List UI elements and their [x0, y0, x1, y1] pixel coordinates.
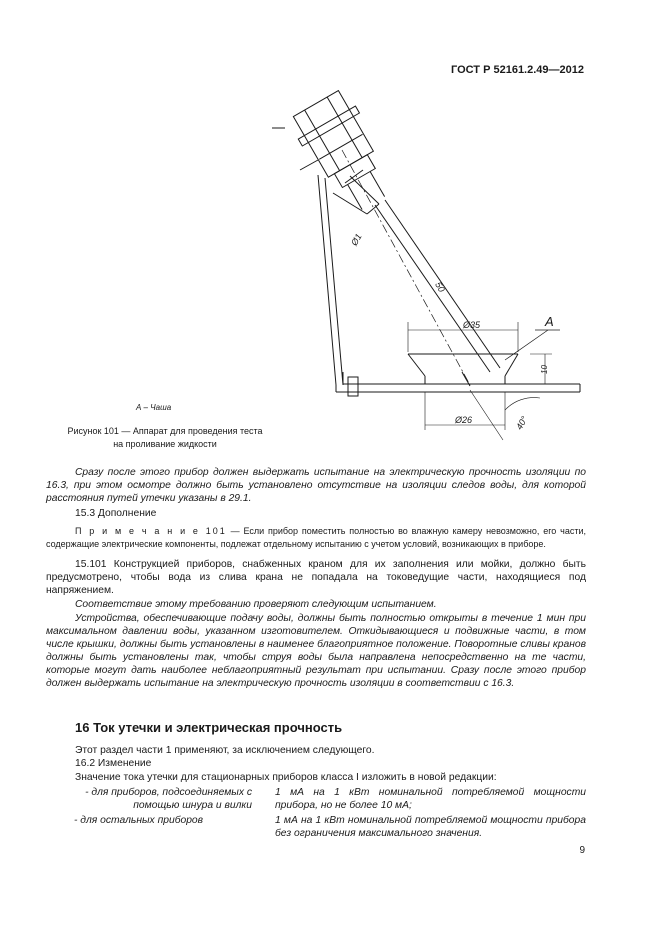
paragraph-applies: Этот раздел части 1 применяют, за исключением следующего.	[75, 745, 375, 756]
section-15-3: 15.3 Дополнение	[75, 508, 157, 519]
callout-leader	[505, 330, 548, 360]
figure-caption	[40, 425, 290, 451]
bowl	[408, 354, 518, 384]
callout-letter: A	[545, 314, 554, 329]
dim-diameter-bottom: Ø26	[455, 415, 473, 425]
note-text: — Если прибор поместить полностью во влажную камеру невозможно, его части, содержащие электрические компоненты, подлежат отдельному испытанию с учетом условий, возникающих в приборе.	[46, 526, 586, 549]
paragraph-15-101: 15.101 Конструкцией приборов, снабженных краном для их заполнения или мойки, должно быть предусмотрено, чтобы вода из слива крана не попадала на токоведущие части, находящиеся под напряжением.	[46, 559, 586, 596]
page-number: 9	[579, 845, 585, 856]
nozzle	[333, 193, 367, 214]
row2-left: - для остальных приборов	[74, 815, 204, 826]
figure-legend: А – Чаша	[136, 403, 172, 412]
row1-left: - для приборов, подсоединяемых с помощью шнура и вилки	[85, 787, 252, 811]
row1-right: 1 мА на 1 кВт номинальной потребляемой мощности прибора, но не более 10 мА;	[275, 787, 586, 811]
note-101	[46, 525, 586, 550]
note-label: П р и м е ч а н и е 101	[75, 526, 227, 536]
paragraph-p1: Сразу после этого прибор должен выдержать испытание на электрическую прочность изоляции по 16.3, при этом осмотре должно быть установлено отсутствие на изоляции следов воды, для которой расстояния путей утечки указаны в 29.1.	[46, 467, 586, 504]
dim-angle: 40°	[514, 414, 530, 432]
section-16-heading: 16 Ток утечки и электрическая прочность	[75, 720, 343, 735]
section-16-2: 16.2 Изменение	[75, 758, 152, 769]
standard-number: ГОСТ Р 52161.2.49—2012	[450, 64, 584, 76]
caption-line-1: Рисунок 101 — Аппарат для проведения теста	[67, 426, 263, 436]
paragraph-compliance: Соответствие этому требованию проверяют следующим испытанием.	[75, 599, 437, 610]
paragraph-leakage: Значение тока утечки для стационарных приборов класса I изложить в новой редакции:	[75, 772, 497, 783]
dim-height: 10	[540, 365, 549, 374]
paragraph-devices: Устройства, обеспечивающие подачу воды, должны быть полностью открыты в течение 1 мин при максимальном давлении воды, указанном изготовителем. Откидывающиеся и подвижные части, в том числе крышки, должны быть установлены в наименее благоприятное положение. Поворотные сливы кранов должны быть установлены так, чтобы струя воды была направлена непосредственно на те части, которые могут дать наиболее неблагоприятный результат при испытании. Сразу после этого прибор должен выдержать испытание на электрическую прочность изоляции в соответствии с 16.3.	[46, 613, 586, 689]
jet-line	[342, 150, 470, 385]
caption-line-2: на проливание жидкости	[113, 439, 217, 449]
dim-length: 50	[433, 280, 447, 294]
dim-pipe-diameter: Ø1	[349, 231, 364, 248]
row2-right: 1 мА на 1 кВт номинальной потребляемой мощности прибора без ограничения максимального значения.	[275, 815, 586, 839]
dim-diameter-top: Ø35	[463, 320, 481, 330]
